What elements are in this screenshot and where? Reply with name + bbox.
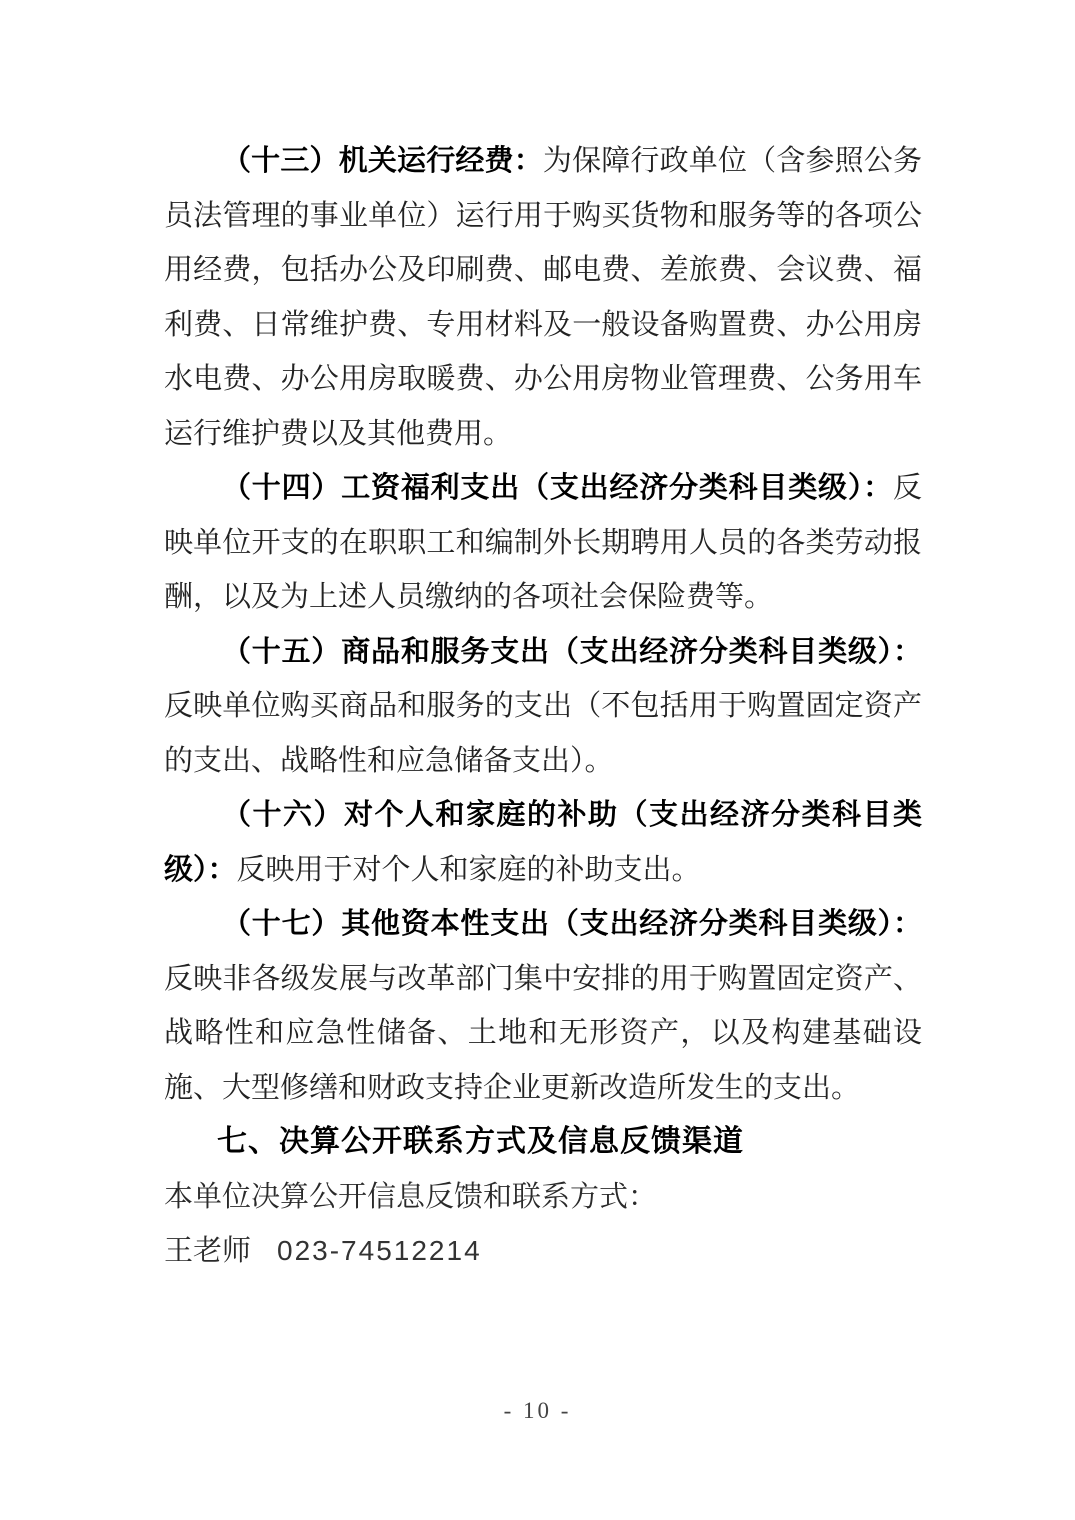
- paragraph-item-17: [164, 897, 922, 1115]
- contact-name: 王老师: [164, 1235, 252, 1267]
- paragraph-item-14: [164, 461, 922, 625]
- paragraph-17-lead: （十七）其他资本性支出（支出经济分类科目类级）：: [222, 908, 922, 940]
- contact-phone: 023-74512214: [277, 1235, 482, 1266]
- paragraph-16-text: 反映用于对个人和家庭的补助支出。: [236, 853, 701, 886]
- document-body: [164, 134, 922, 1279]
- paragraph-14-text: 反映单位开支的在职职工和编制外长期聘用人员的各类劳动报酬，以及为上述人员缴纳的各项社会保险费等。: [164, 472, 922, 613]
- paragraph-15-text: 反映单位购买商品和服务的支出（不包括用于购置固定资产的支出、战略性和应急储备支出）。: [164, 690, 922, 777]
- page-number: - 10 -: [503, 1398, 572, 1423]
- contact-line: [164, 1224, 922, 1279]
- paragraph-17-text: 反映非各级发展与改革部门集中安排的用于购置固定资产、战略性和应急性储备、土地和无形资产，以及构建基础设施、大型修缮和财政支持企业更新改造所发生的支出。: [164, 962, 922, 1104]
- paragraph-item-16: [164, 788, 922, 897]
- contact-intro: 本单位决算公开信息反馈和联系方式：: [164, 1180, 658, 1213]
- paragraph-item-15: [164, 625, 922, 789]
- paragraph-13-lead: （十三）机关运行经费：: [222, 145, 543, 177]
- paragraph-16-lead: （十六）对个人和家庭的补助（支出经济分类科目类级）：: [164, 799, 922, 886]
- paragraph-13-text: 为保障行政单位（含参照公务员法管理的事业单位）运行用于购买货物和服务等的各项公用经费，包括办公及印刷费、邮电费、差旅费、会议费、福利费、日常维护费、专用材料及一般设备购置费、办公用房水电费、办公用房取暖费、办公用房物业管理费、公务用车运行维护费以及其他费用。: [164, 145, 922, 450]
- paragraph-15-lead: （十五）商品和服务支出（支出经济分类科目类级）：: [222, 635, 922, 668]
- section-heading: 七、决算公开联系方式及信息反馈渠道: [217, 1125, 744, 1158]
- paragraph-14-lead: （十四）工资福利支出（支出经济分类科目类级）：: [222, 472, 893, 504]
- paragraph-item-13: [164, 134, 922, 461]
